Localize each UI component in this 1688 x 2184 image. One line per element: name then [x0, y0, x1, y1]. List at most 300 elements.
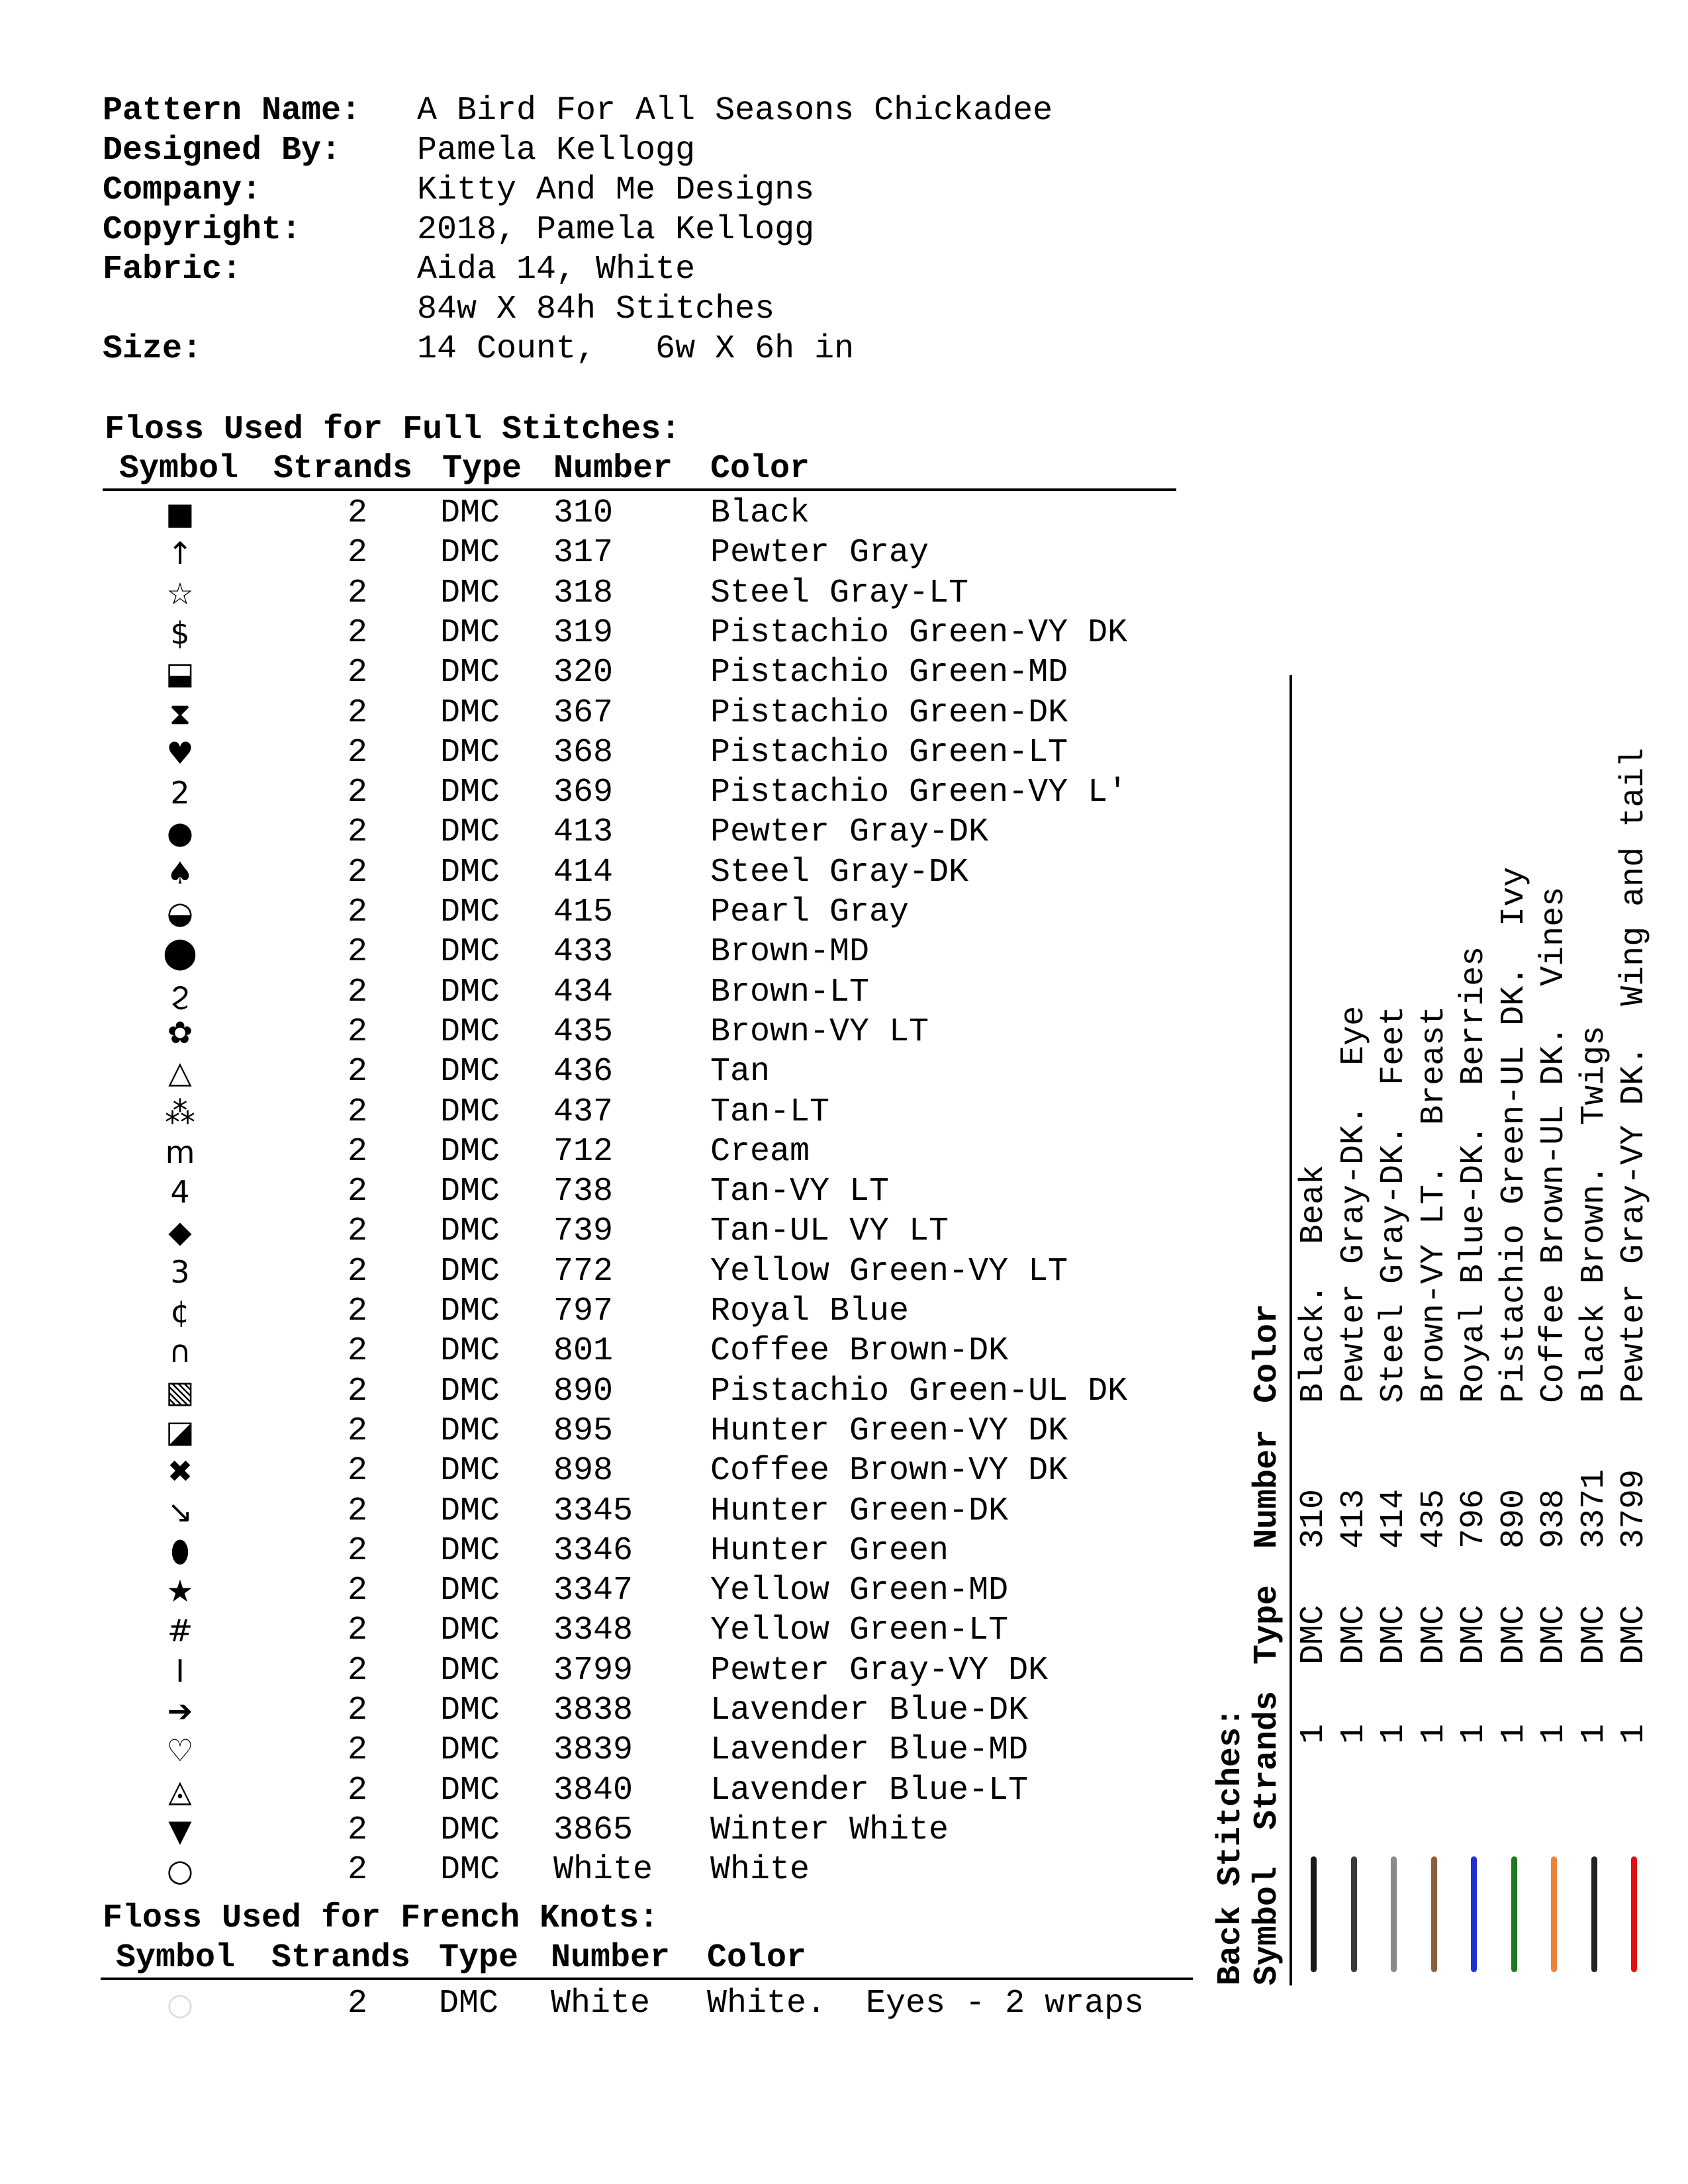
floss-symbol-icon: ϩ: [171, 974, 189, 1011]
floss-color: Pistachio Green-UL DK: [710, 1372, 1128, 1410]
floss-type: DMC: [440, 1093, 500, 1131]
fk-number: White: [551, 1985, 651, 2023]
floss-number: 3348: [553, 1612, 633, 1650]
back-stitch-line-sample: [1311, 1856, 1317, 1972]
bs-type: DMC: [1495, 1604, 1533, 1664]
back-stitch-line-sample: [1431, 1856, 1437, 1972]
floss-number: 3347: [553, 1572, 633, 1610]
bs-number: 413: [1335, 1488, 1373, 1549]
floss-symbol-icon: #: [167, 1613, 193, 1649]
floss-type: DMC: [440, 1132, 500, 1171]
floss-type: DMC: [440, 654, 500, 692]
floss-color: Tan-LT: [710, 1093, 830, 1131]
floss-strands: 2: [348, 933, 368, 972]
full-stitch-row: [0, 1292, 1192, 1332]
full-stitch-row: [0, 1731, 1192, 1770]
bs-header-type: Type: [1248, 1584, 1286, 1664]
floss-strands: 2: [348, 1173, 368, 1211]
floss-color: Pewter Gray-DK: [710, 813, 989, 852]
floss-number: 738: [553, 1173, 614, 1211]
bs-color: Pistachio Green-UL DK. Ivy: [1495, 866, 1533, 1403]
back-stitch-row: [1615, 662, 1654, 1985]
full-stitch-row: [0, 1771, 1192, 1811]
floss-symbol-icon: ⁂: [165, 1094, 195, 1130]
floss-number: 317: [553, 534, 614, 572]
fk-header-number: Number: [551, 1939, 671, 1977]
floss-type: DMC: [440, 694, 500, 732]
floss-symbol-icon: ▼: [168, 1812, 192, 1848]
floss-type: DMC: [440, 1612, 500, 1650]
bs-strands: 1: [1335, 1723, 1373, 1744]
floss-color: Hunter Green: [710, 1531, 949, 1570]
floss-type: DMC: [440, 1053, 500, 1091]
full-stitch-row: [0, 1013, 1192, 1052]
fk-strands: 2: [348, 1985, 368, 2023]
floss-number: 890: [553, 1372, 614, 1410]
floss-color: Lavender Blue-LT: [710, 1771, 1029, 1809]
copyright-row: [103, 210, 1053, 250]
bs-color: Steel Gray-DK. Feet: [1375, 1005, 1413, 1403]
full-stitch-row: [0, 574, 1192, 614]
floss-strands: 2: [348, 1132, 368, 1171]
floss-type: DMC: [440, 1452, 500, 1490]
fk-header-type: Type: [439, 1939, 519, 1977]
bs-header-strands: Strands: [1248, 1690, 1286, 1830]
bs-number: 414: [1375, 1488, 1413, 1549]
full-stitch-row: [0, 1252, 1192, 1292]
back-stitch-row: [1335, 662, 1374, 1985]
floss-color: Coffee Brown-DK: [710, 1332, 1009, 1371]
back-stitch-row: [1534, 662, 1574, 1985]
floss-color: Brown-LT: [710, 973, 870, 1011]
floss-symbol-icon: ♥: [166, 735, 194, 771]
full-stitch-row: [0, 1691, 1192, 1731]
floss-color: Pewter Gray: [710, 534, 929, 572]
floss-symbol-icon: ◪: [165, 1413, 195, 1449]
french-knots-header: [0, 1939, 1205, 1978]
full-stitches-rule: [103, 488, 1176, 491]
bs-type: DMC: [1575, 1604, 1613, 1664]
bs-header-color: Color: [1248, 1303, 1286, 1403]
floss-number: 318: [553, 574, 614, 612]
floss-number: 772: [553, 1252, 614, 1291]
bs-number: 890: [1495, 1488, 1533, 1549]
full-stitch-row: [0, 1052, 1192, 1092]
floss-type: DMC: [440, 494, 500, 532]
full-stitch-row: [0, 1332, 1192, 1371]
bs-header-symbol: Symbol: [1248, 1866, 1286, 1985]
floss-strands: 2: [348, 1053, 368, 1091]
floss-strands: 2: [348, 1332, 368, 1371]
full-stitch-row: [0, 1611, 1192, 1651]
full-stitch-row: [0, 1372, 1192, 1412]
floss-number: 3345: [553, 1492, 633, 1530]
full-stitch-row: [0, 1651, 1192, 1691]
floss-type: DMC: [440, 973, 500, 1011]
bs-number: 796: [1455, 1488, 1493, 1549]
floss-symbol-icon: m: [165, 1134, 195, 1170]
header-type: Type: [442, 450, 522, 488]
fabric-label: Fabric:: [103, 251, 242, 289]
full-stitch-row: [0, 1412, 1192, 1451]
floss-type: DMC: [440, 1252, 500, 1291]
floss-number: 435: [553, 1013, 614, 1051]
bs-number: 3371: [1575, 1469, 1613, 1549]
floss-color: Lavender Blue-DK: [710, 1692, 1029, 1729]
floss-color: Cream: [710, 1132, 810, 1171]
fk-color: White. Eyes - 2 wraps: [707, 1985, 1145, 2023]
bs-strands: 1: [1295, 1723, 1333, 1744]
full-stitch-row: [0, 533, 1192, 573]
floss-color: Yellow Green-VY LT: [710, 1252, 1068, 1291]
floss-strands: 2: [348, 534, 368, 572]
floss-type: DMC: [440, 774, 500, 812]
floss-number: 319: [553, 614, 614, 652]
stitches-row: [103, 290, 1053, 330]
french-knots-rule: [101, 1978, 1193, 1980]
fk-header-strands: Strands: [271, 1939, 411, 1977]
floss-number: 415: [553, 893, 614, 931]
pattern-name-label: Pattern Name:: [103, 92, 361, 130]
floss-type: DMC: [440, 1771, 500, 1809]
floss-number: White: [553, 1851, 653, 1889]
floss-strands: 2: [348, 574, 368, 612]
back-stitch-row: [1374, 662, 1414, 1985]
bs-strands: 1: [1535, 1723, 1573, 1744]
floss-type: DMC: [440, 853, 500, 891]
back-stitch-line-sample: [1631, 1856, 1637, 1972]
floss-symbol-icon: ◬: [168, 1772, 192, 1809]
company-row: [103, 171, 1053, 210]
back-stitch-line-sample: [1551, 1856, 1557, 1972]
bs-color: Coffee Brown-UL DK. Vines: [1535, 886, 1573, 1403]
back-stitch-row: [1575, 662, 1615, 1985]
floss-number: 437: [553, 1093, 614, 1131]
floss-symbol-icon: ♠: [166, 854, 194, 891]
floss-type: DMC: [440, 1212, 500, 1251]
bs-number: 435: [1415, 1488, 1453, 1549]
floss-number: 310: [553, 494, 614, 532]
floss-number: 3865: [553, 1811, 633, 1849]
header-symbol: Symbol: [119, 450, 239, 488]
floss-strands: 2: [348, 1651, 368, 1690]
floss-type: DMC: [440, 1692, 500, 1729]
floss-color: White: [710, 1851, 810, 1889]
floss-symbol-icon: I: [175, 1653, 185, 1689]
floss-symbol-icon: ➔: [167, 1693, 193, 1729]
floss-color: Coffee Brown-VY DK: [710, 1452, 1068, 1490]
floss-color: Brown-MD: [710, 933, 870, 972]
floss-type: DMC: [440, 574, 500, 612]
floss-number: 413: [553, 813, 614, 852]
bs-color: Black. Beak: [1295, 1164, 1333, 1403]
floss-type: DMC: [440, 1651, 500, 1690]
floss-strands: 2: [348, 1412, 368, 1450]
floss-symbol-icon: ♡: [166, 1733, 194, 1769]
floss-strands: 2: [348, 1212, 368, 1251]
floss-number: 367: [553, 694, 614, 732]
header-number: Number: [553, 450, 673, 488]
back-stitches-rule: [1289, 675, 1292, 1985]
floss-number: 895: [553, 1412, 614, 1450]
floss-strands: 2: [348, 1851, 368, 1889]
floss-color: Tan-UL VY LT: [710, 1212, 949, 1251]
floss-strands: 2: [348, 654, 368, 692]
floss-number: 3799: [553, 1651, 633, 1690]
bs-strands: 1: [1615, 1723, 1653, 1744]
back-stitches-title: Back Stitches:: [1212, 1707, 1250, 1985]
floss-symbol-icon: ◒: [166, 895, 194, 931]
bs-type: DMC: [1415, 1604, 1453, 1664]
floss-symbol-icon: ☆: [166, 575, 194, 612]
floss-strands: 2: [348, 1811, 368, 1849]
floss-strands: 2: [348, 1452, 368, 1490]
copyright-label: Copyright:: [103, 211, 302, 249]
floss-strands: 2: [348, 853, 368, 891]
full-stitch-row: [0, 733, 1192, 773]
floss-color: Pistachio Green-MD: [710, 654, 1068, 692]
french-knots-title: Floss Used for French Knots:: [103, 1899, 659, 1937]
bs-number: 310: [1295, 1488, 1333, 1549]
fabric-row: [103, 250, 1053, 290]
bs-color: Black Brown. Twigs: [1575, 1025, 1613, 1403]
back-stitch-line-sample: [1591, 1856, 1597, 1972]
floss-type: DMC: [440, 1293, 500, 1330]
floss-strands: 2: [348, 1731, 368, 1770]
header-color: Color: [710, 450, 810, 488]
size-value: 14 Count, 6w X 6h in: [417, 330, 855, 368]
floss-strands: 2: [348, 494, 368, 532]
bs-type: DMC: [1615, 1604, 1653, 1664]
back-stitch-row: [1415, 662, 1454, 1985]
floss-color: Lavender Blue-MD: [710, 1731, 1029, 1770]
back-stitch-line-sample: [1351, 1856, 1357, 1972]
floss-type: DMC: [440, 1173, 500, 1211]
floss-color: Pistachio Green-LT: [710, 733, 1068, 772]
company-label: Company:: [103, 171, 262, 209]
bs-type: DMC: [1335, 1604, 1373, 1664]
floss-symbol-icon: ●: [166, 815, 194, 851]
floss-color: Pewter Gray-VY DK: [710, 1651, 1049, 1690]
bs-strands: 1: [1415, 1723, 1453, 1744]
floss-type: DMC: [440, 1013, 500, 1051]
designed-by-label: Designed By:: [103, 132, 342, 169]
bs-color: Royal Blue-DK. Berries: [1455, 946, 1493, 1403]
floss-symbol-icon: ■: [165, 496, 195, 531]
floss-type: DMC: [440, 1332, 500, 1371]
floss-color: Tan: [710, 1053, 771, 1091]
floss-number: 3839: [553, 1731, 633, 1770]
fk-type: DMC: [439, 1985, 499, 2023]
floss-strands: 2: [348, 1612, 368, 1650]
floss-number: 368: [553, 733, 614, 772]
floss-color: Royal Blue: [710, 1293, 910, 1330]
bs-header-number: Number: [1248, 1429, 1286, 1549]
floss-strands: 2: [348, 1771, 368, 1809]
floss-symbol-icon: 4: [170, 1174, 190, 1210]
floss-symbol-icon: 2: [170, 775, 190, 811]
floss-color: Hunter Green-VY DK: [710, 1412, 1068, 1450]
designed-by-row: [103, 131, 1053, 171]
floss-type: DMC: [440, 1372, 500, 1410]
floss-strands: 2: [348, 893, 368, 931]
bs-color: Brown-VY LT. Breast: [1415, 1005, 1453, 1403]
floss-color: Steel Gray-LT: [710, 574, 969, 612]
floss-number: 434: [553, 973, 614, 1011]
floss-color: Hunter Green-DK: [710, 1492, 1009, 1530]
full-stitch-row: [0, 1451, 1192, 1491]
floss-symbol-icon: ★: [166, 1573, 194, 1610]
floss-type: DMC: [440, 534, 500, 572]
floss-type: DMC: [440, 1492, 500, 1530]
floss-strands: 2: [348, 1572, 368, 1610]
bs-number: 938: [1535, 1488, 1573, 1549]
floss-strands: 2: [348, 694, 368, 732]
full-stitches-title: Floss Used for Full Stitches:: [105, 411, 681, 449]
full-stitch-row: [0, 853, 1192, 893]
bs-type: DMC: [1375, 1604, 1413, 1664]
full-stitch-row: [0, 1093, 1192, 1132]
floss-strands: 2: [348, 733, 368, 772]
floss-strands: 2: [348, 1492, 368, 1530]
floss-symbol-icon: ✿: [167, 1014, 193, 1050]
floss-strands: 2: [348, 1531, 368, 1570]
floss-strands: 2: [348, 1013, 368, 1051]
floss-symbol-icon: ∩: [169, 1334, 191, 1370]
full-stitch-row: [0, 973, 1192, 1013]
floss-number: 320: [553, 654, 614, 692]
floss-number: 712: [553, 1132, 614, 1171]
floss-symbol-icon: ↑: [167, 535, 193, 572]
stitches-value: 84w X 84h Stitches: [417, 291, 775, 328]
floss-symbol-icon: ◆: [168, 1214, 192, 1250]
bs-type: DMC: [1295, 1604, 1333, 1664]
floss-strands: 2: [348, 614, 368, 652]
full-stitches-header: [0, 450, 1192, 488]
full-stitch-row: [0, 494, 1192, 533]
floss-color: Pearl Gray: [710, 893, 910, 931]
floss-type: DMC: [440, 933, 500, 972]
fk-symbol: ○: [166, 1986, 194, 2022]
floss-symbol-icon: △: [168, 1054, 192, 1091]
back-stitch-row: [1454, 662, 1494, 1985]
floss-color: Pistachio Green-DK: [710, 694, 1068, 732]
floss-strands: 2: [348, 1093, 368, 1131]
floss-type: DMC: [440, 1572, 500, 1610]
bs-color: Pewter Gray-DK. Eye: [1335, 1005, 1373, 1403]
floss-color: Yellow Green-MD: [710, 1572, 1009, 1610]
floss-number: 414: [553, 853, 614, 891]
back-stitch-row: [1495, 662, 1534, 1985]
full-stitch-row: [0, 1172, 1192, 1212]
bs-strands: 1: [1495, 1723, 1533, 1744]
full-stitch-row: [0, 1531, 1192, 1571]
floss-type: DMC: [440, 733, 500, 772]
designed-by-value: Pamela Kellogg: [417, 132, 696, 169]
floss-color: Black: [710, 494, 810, 532]
floss-color: Pistachio Green-VY DK: [710, 614, 1128, 652]
floss-number: 3838: [553, 1692, 633, 1729]
company-value: Kitty And Me Designs: [417, 171, 815, 209]
floss-type: DMC: [440, 1731, 500, 1770]
floss-symbol-icon: ⬮: [170, 1533, 190, 1569]
floss-symbol-icon: ¢: [170, 1294, 190, 1330]
floss-symbol-icon: ▧: [165, 1373, 195, 1410]
bs-strands: 1: [1575, 1723, 1613, 1744]
full-stitch-row: [0, 614, 1192, 653]
floss-number: 801: [553, 1332, 614, 1371]
pattern-name-row: [103, 91, 1053, 131]
fk-header-color: Color: [707, 1939, 807, 1977]
back-stitches-header: [1248, 662, 1288, 1985]
back-stitches-table: [1211, 662, 1653, 1985]
floss-type: DMC: [440, 1412, 500, 1450]
floss-number: 433: [553, 933, 614, 972]
floss-symbol-icon: ○: [166, 1852, 194, 1889]
floss-color: Yellow Green-LT: [710, 1612, 1009, 1650]
floss-type: DMC: [440, 1811, 500, 1849]
full-stitch-row: [0, 694, 1192, 733]
floss-strands: 2: [348, 1372, 368, 1410]
full-stitch-row: [0, 1132, 1192, 1172]
full-stitch-row: [0, 1492, 1192, 1531]
floss-number: 369: [553, 774, 614, 812]
full-stitch-row: [0, 1811, 1192, 1850]
full-stitch-row: [0, 813, 1192, 852]
floss-type: DMC: [440, 893, 500, 931]
floss-number: 797: [553, 1293, 614, 1330]
floss-strands: 2: [348, 813, 368, 852]
floss-symbol-icon: ⬓: [165, 655, 195, 692]
floss-number: 436: [553, 1053, 614, 1091]
floss-color: Brown-VY LT: [710, 1013, 929, 1051]
floss-type: DMC: [440, 1531, 500, 1570]
floss-symbol-icon: $: [170, 615, 190, 651]
fk-header-symbol: Symbol: [116, 1939, 236, 1977]
floss-number: 3346: [553, 1531, 633, 1570]
fabric-value: Aida 14, White: [417, 251, 696, 289]
floss-type: DMC: [440, 614, 500, 652]
floss-strands: 2: [348, 1293, 368, 1330]
back-stitch-row: [1294, 662, 1334, 1985]
floss-type: DMC: [440, 1851, 500, 1889]
floss-color: Winter White: [710, 1811, 949, 1849]
french-knot-row: [0, 1984, 1205, 2024]
floss-symbol-icon: ↘: [167, 1493, 193, 1529]
floss-symbol-icon: ✖: [167, 1453, 193, 1490]
size-row: [103, 330, 1053, 369]
floss-color: Steel Gray-DK: [710, 853, 969, 891]
floss-symbol-icon: ⬤: [163, 934, 197, 971]
bs-type: DMC: [1455, 1604, 1493, 1664]
floss-number: 898: [553, 1452, 614, 1490]
bs-type: DMC: [1535, 1604, 1573, 1664]
floss-symbol-icon: 3: [170, 1253, 190, 1290]
floss-strands: 2: [348, 973, 368, 1011]
pattern-info: [103, 91, 1053, 369]
back-stitch-line-sample: [1511, 1856, 1517, 1972]
full-stitch-row: [0, 1571, 1192, 1611]
full-stitch-row: [0, 1850, 1192, 1890]
floss-strands: 2: [348, 1692, 368, 1729]
floss-color: Pistachio Green-VY L': [710, 774, 1128, 812]
full-stitch-row: [0, 893, 1192, 933]
copyright-value: 2018, Pamela Kellogg: [417, 211, 815, 249]
full-stitch-row: [0, 933, 1192, 972]
header-strands: Strands: [273, 450, 413, 488]
bs-color: Pewter Gray-VY DK. Wing and tail: [1615, 747, 1653, 1403]
bs-number: 3799: [1615, 1469, 1653, 1549]
